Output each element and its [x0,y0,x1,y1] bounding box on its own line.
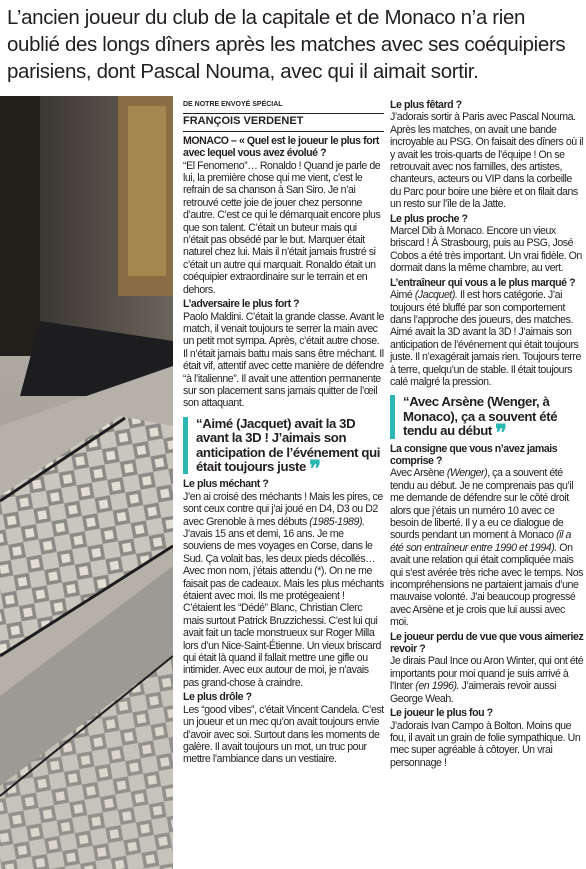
answer-aside: (en 1996). [415,680,460,693]
question: Le plus fêtard ? [390,99,462,111]
answer: Marcel Dib à Monaco. Encore un vieux briscard ! À Strasbourg, puis au PSG, José Cobos a été très important. Un vrai fidèle. On dormait dans la même chambre, au vert. [390,225,582,275]
stadium-corridor-photo [0,96,173,869]
answer-part: J’en ai croisé des méchants ! Mais les pires, ce sont ceux contre qui j’ai joué en D4, D3 ou D2 avec Grenoble à mes débuts [183,490,383,528]
article-column-middle [183,99,384,766]
dateline: MONACO – [183,134,237,147]
answer-part: Avec Arsène [390,467,447,480]
answer: J’adorais Ivan Campo à Bolton. Moins que fou, il avait un grain de folie sympathique. Un mec super agréable à côtoyer. Un vrai personnage ! [390,719,581,769]
byline-kicker: DE NOTRE ENVOYÉ SPÉCIAL [183,99,384,114]
answer-aside: (il a été son entraîneur entre 1990 et 1994). [390,529,571,554]
question-text: « Quel est le joueur le plus fort avec lequel vous avez évolué ? [183,134,379,160]
answer-part: Il est hors catégorie. J’ai toujours été bluffé par son comportement dans l’approche des joueurs, des matches. Aimé avait la 3D avant la 3D ! J’aimais son anticipation de l’événement qui était toujours juste. Il n’exagérait jamais rien. Toujours terre à terre, quelqu’un de stable. Il était toujours calé malgré la pression. [390,289,581,388]
pull-quote-text: “Avec Arsène (Wenger, à Monaco), ça a souvent été tendu au début [403,394,558,439]
question [183,135,384,160]
question: Le joueur le plus fou ? [390,707,493,720]
question: Le joueur perdu de vue que vous aimeriez revoir ? [390,630,584,656]
question: La consigne que vous n’avez jamais comprise ? [390,442,558,467]
answer-aside: (Wenger) [446,467,488,480]
answer-part: Je dirais Paul Ince ou Aron Winter, qui ont été importants pour moi quand je suis arrivé à l’Inter [390,655,584,693]
pull-quote [390,394,584,446]
answer: Les “good vibes”, c’était Vincent Candela. C’est un joueur et un mec qu’on avait toujours envie d’avoir avec soi. Surtout dans les moments de galère. Il avait toujours un mot, un truc pour mettre l’ambiance dans un vestiaire. [183,703,384,766]
pull-quote [183,415,384,481]
question: Le plus drôle ? [183,691,252,704]
answer [390,655,584,705]
answer: J’adorais sortir à Paris avec Pascal Nouma. Après les matches, on avait une bande incroyable au PSG. On faisait des dîners où il y avait les trois-quarts de l’équipe ! On se retrouvait avec nos familles, des artistes, chanteurs, acteurs ou VIP dans la corbeille du Parc pour boire une bière et on filait dans un resto sur l’île de la Jatte. [390,111,584,211]
answer [390,289,584,388]
question: Le plus proche ? [390,212,468,225]
article-lead: L’ancien joueur du club de la capitale et de Monaco n’a rien oublié des longs dîners après les matches avec ses coéquipiers parisiens, dont Pascal Nouma, avec qui il aimait sortir. [7,6,566,83]
answer-aside: (Jacquet). [414,289,458,302]
closing-quote-icon: ❞ [495,420,507,446]
answer: “El Fenomeno”… Ronaldo ! Quand je parle de lui, la première chose qui me vient, c’est le refrain de sa chanson à San Siro. Je n’ai retrouvé cette joie de jouer chez personne d’autre. C’est ce qui le démarquait encore plus que son talent. C’était un buteur mais qui n’était pas obsédé par le but. Marquer était naturel chez lui. Mais il n’était jamais frustré si c’était un autre qui marquait. Ronaldo était un coéquipier extraordinaire sur le terrain et en dehors. [183,159,381,296]
question: L’adversaire le plus fort ? [183,298,300,311]
answer [183,491,384,690]
question: Le plus méchant ? [183,478,269,491]
answer [390,467,584,628]
article-column-right [390,99,584,769]
answer-part: J’aimerais revoir aussi George Weah. [390,680,556,705]
answer-aside: (1985-1989). [309,515,365,528]
question: L’entraîneur qui vous a le plus marqué ? [390,276,576,289]
answer: Paolo Maldini. C’était la grande classe. Avant le match, il venait toujours te serrer la main avec un petit mot sympa. Après, c’était autre chose. Il n’était jamais battu mais sans être méchant. Il était vif, attentif avec cette manière de défendre “à l’italienne”. Il avait une attention permanente sur son placement sans jamais quitter de l’œil son attaquant. [183,310,384,410]
answer-part: Aimé [390,289,415,302]
byline-author: FRANÇOIS VERDENET [183,115,384,131]
answer-part: J’avais 15 ans et demi, 16 ans. Je me souviens de mes voyages en Corse, dans le Sud. Ça volait bas, les deux pieds décollés… Avec mon nom, j’étais attendu (*). On ne me faisait pas de cadeaux. Mais les plus méchants étaient avec moi. Ils me protégeaient ! C’étaient les “Dédé” Blanc, Christian Clerc mais surtout Patrick Bruzzichessi. C’est lui qui avait fait un tacle monstrueux sur Roger Milla lors d’un Nice-Saint-Étienne. Un vieux briscard qui était là quand il fallait mettre une gifle ou intimider. Avec eux autour de moi, je n’avais pas grand-chose à craindre. [183,528,384,689]
pull-quote-text: “Aimé (Jacquet) avait la 3D avant la 3D ! J’aimais son anticipation de l’événement qui était toujours juste [196,415,380,474]
answer-part: On avait une relation qui était compliquée mais qui s’est avérée très riche avec le temps. Nos incompréhensions ne partaient jamais d’une mauvaise volonté. J’ai beaucoup progressé avec Arsène et je crois que lui aussi avec moi. [390,541,584,629]
answer-part: , ça a souvent été tendu au début. Je ne comprenais pas qu’il me demande de défendre sur le côté droit alors que j’étais un numéro 10 avec ce besoin de liberté. Il y a eu ce dialogue de sourds pendant un moment à Monaco [390,467,574,542]
closing-quote-icon: ❞ [309,455,321,481]
